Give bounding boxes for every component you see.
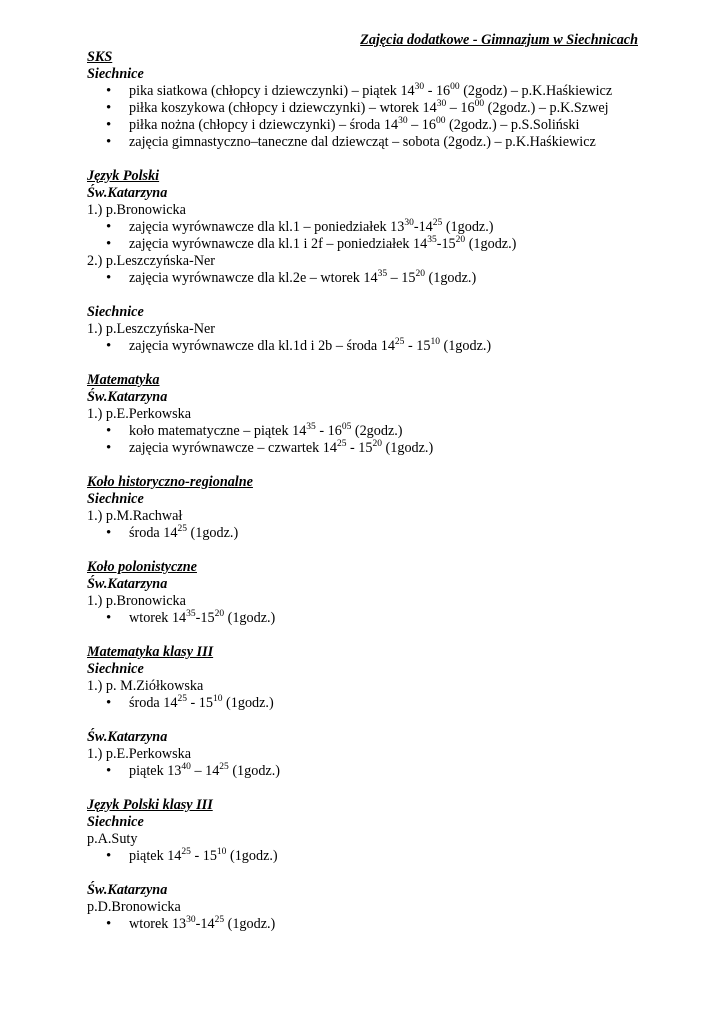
activity-list — [87, 848, 647, 865]
location-label: Św.Katarzyna — [87, 882, 168, 898]
location-block — [87, 304, 647, 355]
activity-item: • wtorek $14^{35}-15^{20}$ (1godz.) — [87, 610, 647, 627]
document-body — [87, 49, 647, 933]
activity-list — [87, 219, 647, 253]
section — [87, 49, 647, 151]
section — [87, 474, 647, 542]
location-label: Siechnice — [87, 814, 144, 830]
location-label: Św.Katarzyna — [87, 729, 168, 745]
location-label: Siechnice — [87, 66, 144, 82]
activity-item: • zajęcia wyrównawcze dla kl.1 i 2f – poniedziałek $14^{35}-15^{20}$ (1godz.) — [87, 236, 647, 253]
activity-item: • piłka nożna (chłopcy i dziewczynki) – środa $14^{30} - 16^{00}$ (2godz.) – p.S.Soliński — [87, 117, 647, 134]
section — [87, 559, 647, 627]
location-block — [87, 491, 647, 542]
teacher-name: p.D.Bronowicka — [87, 899, 181, 915]
section-heading: Koło polonistyczne — [87, 559, 197, 575]
section-heading: Język Polski — [87, 168, 160, 184]
activity-list — [87, 695, 647, 712]
teacher-name: p.A.Suty — [87, 831, 138, 847]
activity-list — [87, 423, 647, 457]
location-block — [87, 729, 647, 780]
activity-list — [87, 270, 647, 287]
activity-item: • pika siatkowa (chłopcy i dziewczynki) – piątek $14^{30} - 16^{00}$ (2godz) – p.K.Haśkiewicz — [87, 83, 647, 100]
activity-item: • piłka koszykowa (chłopcy i dziewczynki) – wtorek $14^{30} - 16^{00}$ (2godz.) – p.K.Szwej — [87, 100, 647, 117]
location-block — [87, 389, 647, 457]
teacher-name: 1.) p.Bronowicka — [87, 593, 186, 609]
location-block — [87, 66, 647, 151]
activity-item: • wtorek $13^{30}-14^{25}$ (1godz.) — [87, 916, 647, 933]
location-block — [87, 814, 647, 865]
section-heading: Matematyka klasy III — [87, 644, 214, 660]
activity-list — [87, 610, 647, 627]
activity-item: • piątek $14^{25} - 15^{10}$ (1godz.) — [87, 848, 647, 865]
location-block — [87, 185, 647, 287]
location-block — [87, 576, 647, 627]
activity-item: • koło matematyczne – piątek $14^{35} - 16^{05}$ (2godz.) — [87, 423, 647, 440]
activity-item: • piątek $13^{40} - 14^{25}$ (1godz.) — [87, 763, 647, 780]
section — [87, 644, 647, 780]
section — [87, 797, 647, 933]
activity-list — [87, 83, 647, 151]
section — [87, 372, 647, 457]
teacher-name: 1.) p.Bronowicka — [87, 202, 186, 218]
activity-item: • środa $14^{25}$ (1godz.) — [87, 525, 647, 542]
activity-item: • zajęcia wyrównawcze – czwartek $14^{25} - 15^{20}$ (1godz.) — [87, 440, 647, 457]
section-heading: Matematyka — [87, 372, 160, 388]
activity-item: • środa $14^{25} - 15^{10}$ (1godz.) — [87, 695, 647, 712]
activity-list — [87, 763, 647, 780]
location-label: Siechnice — [87, 491, 144, 507]
location-block — [87, 882, 647, 933]
location-label: Siechnice — [87, 661, 144, 677]
location-label: Św.Katarzyna — [87, 576, 168, 592]
section-heading: Język Polski klasy III — [87, 797, 213, 813]
teacher-name: 2.) p.Leszczyńska-Ner — [87, 253, 216, 269]
section — [87, 168, 647, 355]
location-block — [87, 661, 647, 712]
location-label: Św.Katarzyna — [87, 185, 168, 201]
teacher-name: 1.) p.Leszczyńska-Ner — [87, 321, 216, 337]
activity-item: • zajęcia gimnastyczno–taneczne dal dziewcząt – sobota (2godz.) – p.K.Haśkiewicz — [87, 134, 647, 151]
activity-list — [87, 338, 647, 355]
activity-item: • zajęcia wyrównawcze dla kl.2e – wtorek $14^{35} - 15^{20}$ (1godz.) — [87, 270, 647, 287]
teacher-name: 1.) p.E.Perkowska — [87, 406, 192, 422]
activity-list — [87, 916, 647, 933]
activity-item: • zajęcia wyrównawcze dla kl.1d i 2b – środa $14^{25} - 15^{10}$ (1godz.) — [87, 338, 647, 355]
teacher-name: 1.) p.E.Perkowska — [87, 746, 192, 762]
section-heading: SKS — [87, 49, 113, 65]
location-label: Św.Katarzyna — [87, 389, 168, 405]
teacher-name: 1.) p.M.Rachwał — [87, 508, 183, 524]
activity-item: • zajęcia wyrównawcze dla kl.1 – poniedziałek $13^{30}-14^{25}$ (1godz.) — [87, 219, 647, 236]
location-label: Siechnice — [87, 304, 144, 320]
teacher-name: 1.) p. M.Ziółkowska — [87, 678, 204, 694]
section-heading: Koło historyczno-regionalne — [87, 474, 253, 490]
document-title: Zajęcia dodatkowe - Gimnazjum w Siechnicach — [360, 32, 638, 48]
activity-list — [87, 525, 647, 542]
